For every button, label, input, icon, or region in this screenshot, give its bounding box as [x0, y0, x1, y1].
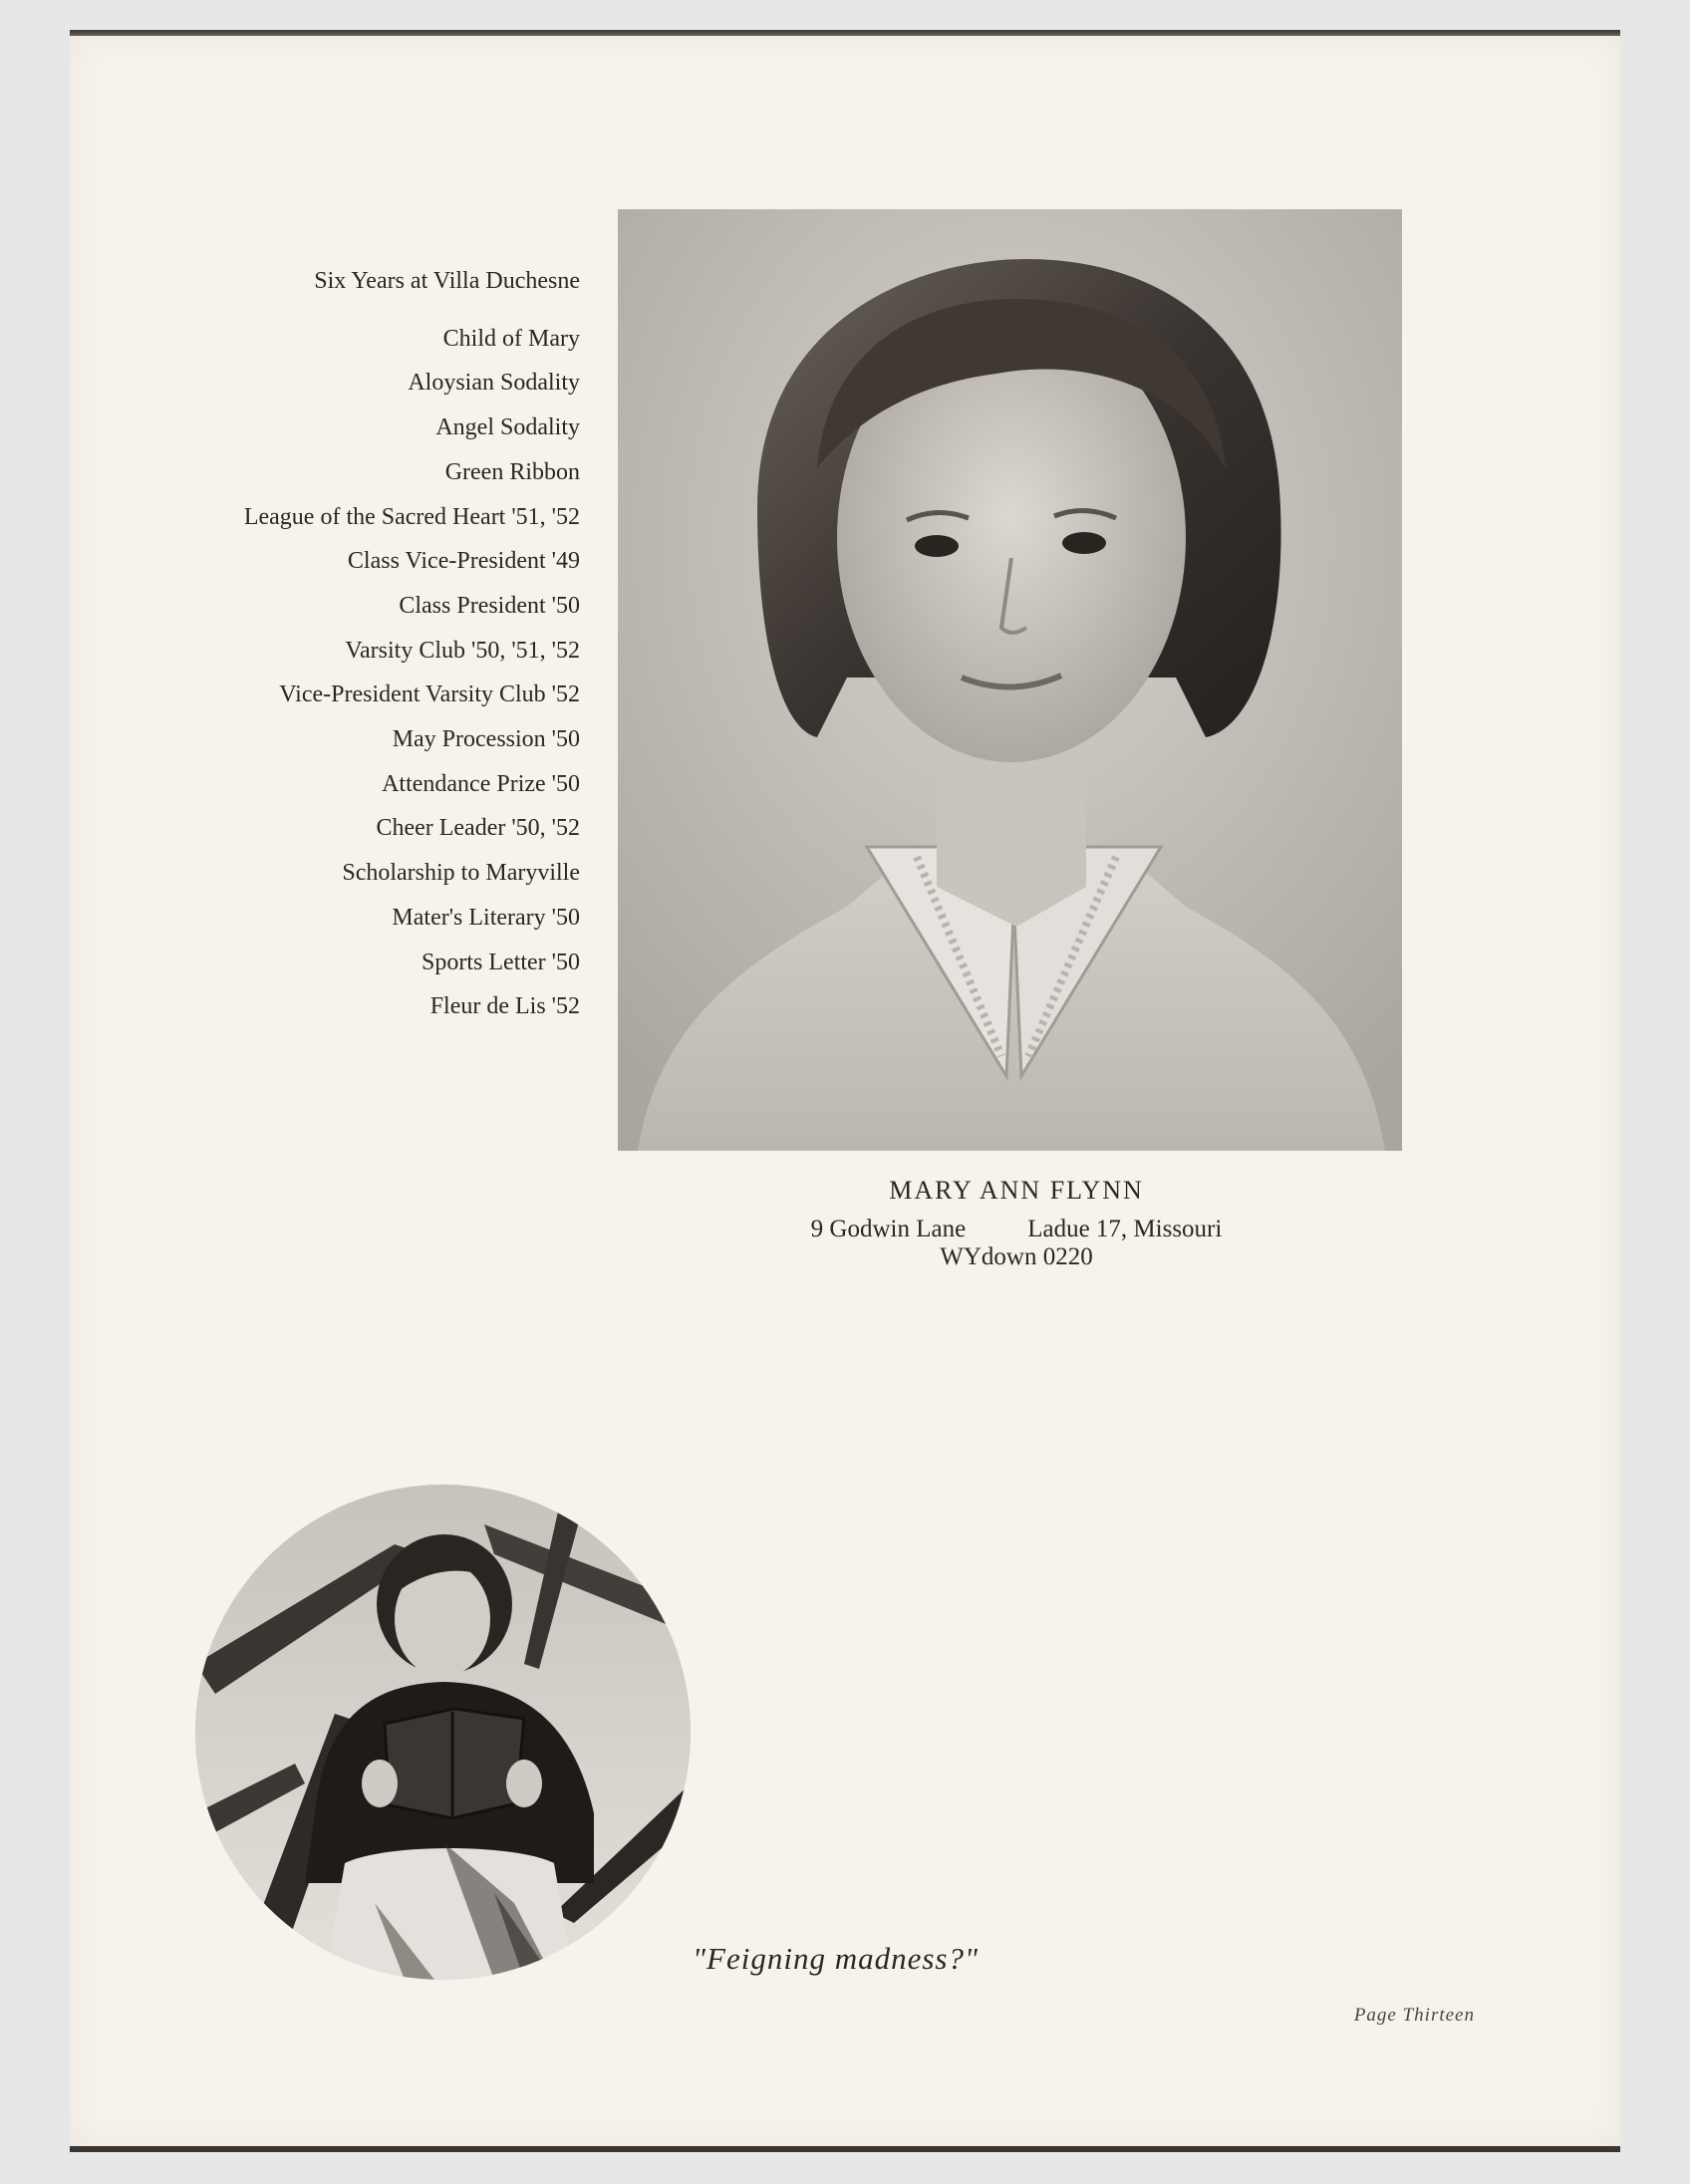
quote-caption: "Feigning madness?": [693, 1941, 979, 1976]
activity-item: Child of Mary: [442, 325, 580, 352]
activity-item: Class Vice-President '49: [347, 548, 580, 575]
years-at-school: Six Years at Villa Duchesne: [314, 268, 580, 294]
address-row: [757, 1216, 1275, 1243]
activity-item: Cheer Leader '50, '52: [376, 815, 580, 842]
street-address: 9 Godwin Lane: [810, 1216, 967, 1242]
activity-item: League of the Sacred Heart '51, '52: [243, 503, 580, 530]
student-name: MARY ANN FLYNN: [889, 1176, 1144, 1205]
activity-item: Angel Sodality: [435, 414, 580, 441]
activity-item: Vice-President Varsity Club '52: [279, 682, 580, 708]
activity-item: Sports Letter '50: [422, 949, 580, 975]
phone-number: WYdown 0220: [940, 1243, 1093, 1270]
student-info: [757, 1176, 1275, 1271]
activities-list: [120, 259, 580, 1029]
page-bottom-edge: [70, 2146, 1620, 2152]
activity-item: May Procession '50: [392, 726, 580, 753]
activity-item: Green Ribbon: [444, 458, 580, 485]
activity-item: Class President '50: [399, 592, 580, 619]
city-address: Ladue 17, Missouri: [1027, 1216, 1223, 1242]
page-number-label: Page Thirteen: [1353, 2005, 1475, 2026]
activity-item: Scholarship to Maryville: [342, 860, 580, 887]
candid-photo: [195, 1485, 691, 1980]
activity-item: Attendance Prize '50: [382, 770, 580, 797]
portrait-photo: [618, 209, 1402, 1151]
activity-item: Aloysian Sodality: [408, 370, 580, 397]
activity-item: Fleur de Lis '52: [429, 993, 580, 1020]
activity-item: Varsity Club '50, '51, '52: [345, 637, 580, 664]
activity-item: Mater's Literary '50: [392, 904, 580, 931]
